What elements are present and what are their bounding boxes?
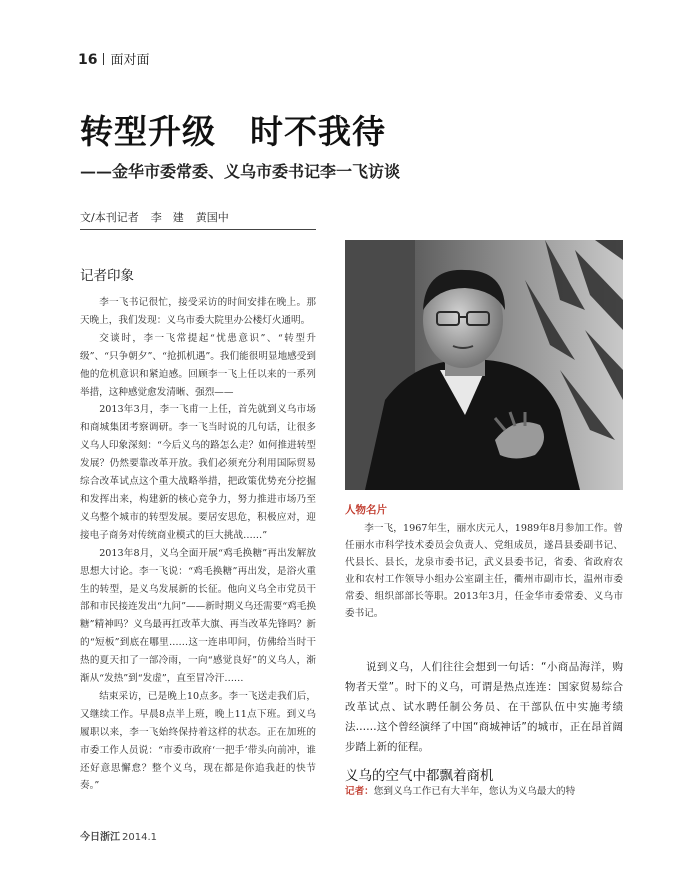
article-title: 转型升级 时不我待 <box>80 112 386 151</box>
paragraph: 李一飞书记很忙，接受采访的时间安排在晚上。那天晚上，我们发现：义乌市委大院里办公楼灯火通明。 <box>80 297 316 326</box>
magazine-logo: 今日浙江 <box>80 832 120 843</box>
intro-paragraph: 说到义乌，人们往往会想到一句话：“小商品海洋，购物者天堂”。时下的义乌，可谓是热点连连：国家贸易综合改革试点、试水聘任制公务员、在干部队伍中实施考绩法……这个曾经演绎了中国“商城神话”的城市，正在昂首阔步踏上新的征程。 <box>345 661 623 753</box>
portrait-photo <box>345 240 623 490</box>
bio-text <box>345 520 623 622</box>
issue-number: 2014.1 <box>122 832 157 843</box>
byline <box>80 209 229 225</box>
bio-heading: 人物名片 <box>345 504 387 516</box>
paragraph: 交谈时，李一飞常提起“忧患意识”、“转型升级”、“只争朝夕”、“抢抓机遇”。我们能很明显地感受到他的危机意识和紧迫感。回顾李一飞上任以来的一系列举措，这种感觉愈发清晰、强烈—— <box>80 332 316 398</box>
author-name: 李 建 <box>150 211 184 224</box>
title-rule <box>80 229 316 230</box>
article-subtitle: ——金华市委常委、义乌市委书记李一飞访谈 <box>80 162 401 181</box>
byline-prefix: 文/本刊记者 <box>80 211 139 224</box>
interview-question <box>345 783 623 800</box>
page-header <box>78 49 150 68</box>
question-text: 您到义乌工作已有大半年，您认为义乌最大的特 <box>373 786 576 797</box>
portrait-illustration <box>345 240 623 490</box>
section-heading: 义乌的空气中都飘着商机 <box>345 768 494 784</box>
header-divider <box>103 53 104 65</box>
page-number: 16 <box>78 52 98 68</box>
section-name: 面对面 <box>110 53 150 68</box>
paragraph: 结束采访，已是晚上10点多。李一飞送走我们后，又继续工作。早晨8点半上班，晚上11点下班。到义乌履职以来，李一飞始终保持着这样的状态。正在加班的市委工作人员说：“市委市政府‘一把手’带头向前冲，谁还好意思懈怠？整个义乌，现在都是你追我赶的快节奏。” <box>80 690 316 792</box>
page-footer <box>80 828 157 843</box>
paragraph: 2013年3月，李一飞甫一上任，首先就到义乌市场和商城集团考察调研。李一飞当时说的几句话，让很多义乌人印象深刻：“今后义乌的路怎么走？如何推进转型发展？仍然要靠改革开放。我们必须充分利用国际贸易综合改革试点这个重大战略举措，把政策优势充分挖掘和发挥出来，构建新的核心竞争力，努力推进市场乃至义乌整个城市的转型发展。要居安思危，积极应对，迎接电子商务对传统商业模式的巨大挑战……” <box>80 404 316 541</box>
section-heading: 记者印象 <box>80 268 134 284</box>
bio-paragraph: 李一飞，1967年生，丽水庆元人，1989年8月参加工作。曾任丽水市科学技术委员会负责人、党组成员，遂昌县委副书记、代县长、县长，龙泉市委书记，武义县委书记，省委、省政府农业和农村工作领导小组办公室副主任，衢州市副市长，温州市委常委、组织部部长等职。2013年3月，任金华市委常委、义乌市委书记。 <box>345 523 623 619</box>
intro-text <box>345 657 623 757</box>
impression-text <box>80 294 316 795</box>
speaker-label: 记者： <box>345 786 374 797</box>
author-name: 黄国中 <box>195 211 229 224</box>
paragraph: 2013年8月，义乌全面开展“鸡毛换糖”再出发解放思想大讨论。李一飞说：“鸡毛换糖”再出发，是浴火重生的转型，是义乌发展新的长征。他向义乌全市党员干部和市民接连发出“九问”——新时期义乌还需要“鸡毛换糖”精神吗？义乌最再扛改革大旗、再当改革先锋吗？新的“短板”到底在哪里……这一连串叩问，仿佛给当时干热的夏天扣了一部冷雨，一向“感觉良好”的义乌人，渐渐从“发热”到“发虚”，直至冒冷汗…… <box>80 547 316 685</box>
